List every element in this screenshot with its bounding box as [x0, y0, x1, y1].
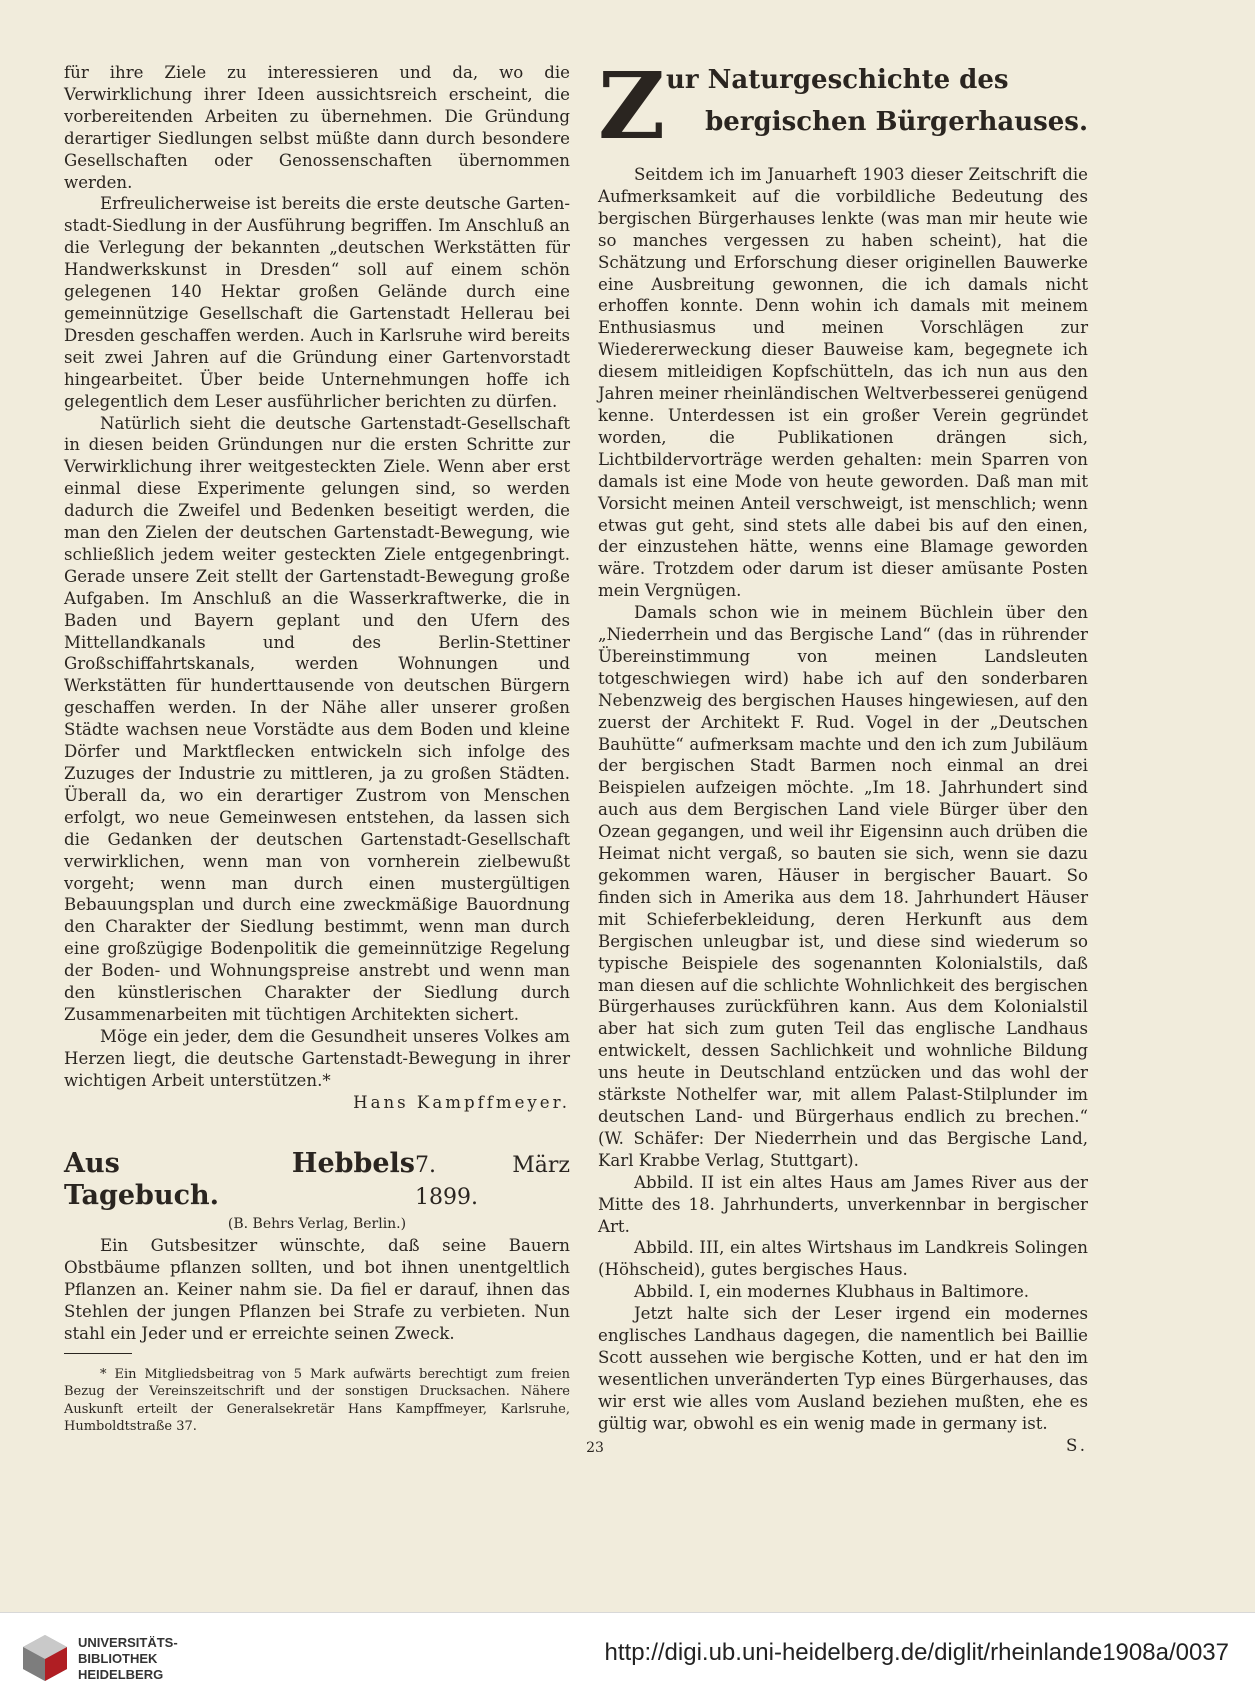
right-paragraph-6: Jetzt halte sich der Leser irgend ein modernes englisches Landhaus dagegen, die namentlich bei Baillie Scott aussehen wie bergische Kotten, und er hat den im wesentlichen unveränderten Typ eines Bürgerhauses, das wir erst wie alles vom Ausland beziehen mußten, ehe es gültig war, obwohl es ein wenig made in germany ist. [598, 1304, 1088, 1433]
page-number: 23 [586, 1440, 604, 1456]
library-name-line-2: BIBLIOTHEK [78, 1651, 158, 1666]
source-url[interactable]: http://digi.ub.uni-heidelberg.de/diglit/rheinlande1908a/0037 [604, 1639, 1229, 1666]
right-paragraph-1: Seitdem ich im Januarheft 1903 dieser Zeitschrift die Aufmerksamkeit auf die vorbildliche Bedeutung des bergischen Bürgerhauses lenkte (was man mir heute wie so manches vergessen zu haben scheint), hat die Schätzung und Erforschung dieser originellen Bauwerke eine Ausbreitung gewonnen, die ich damals nicht erhoffen konnte. Denn wohin ich damals mit meinem Enthusiasmus und meinen Vorschlägen zur Wiedererweckung dieser Bauweise kam, begegnete ich diesem mitleidigen Kopfschütteln, das ich nun aus den Jahren meiner rheinländischen Weltverbesserei genügend kenne. Unterdessen ist ein großer Verein gegründet worden, die Publikationen drängen sich, Lichtbildervorträge werden gehalten: mein Sparren von damals ist eine Mode von heute geworden. Daß man mit Vorsicht meinen Anteil verschweigt, ist menschlich; wenn etwas gut geht, sind stets alle dabei bis auf den einen, der einzustehen hätte, wenns eine Blamage geworden wäre. Trotzdem oder darum ist dieser amüsante Posten mein Vergnügen. [598, 165, 1088, 601]
left-column [64, 62, 570, 1436]
left-paragraph-4: Möge ein jeder, dem die Gesundheit unseres Volkes am Herzen liegt, die deutsche Gartenstadt-Bewegung in ihrer wichtigen Arbeit unterstützen.* [64, 1026, 570, 1090]
right-paragraph-3: Abbild. II ist ein altes Haus am James River aus der Mitte des 18. Jahrhunderts, unverkennbar in bergischer Art. [598, 1172, 1088, 1236]
footnote: * Ein Mitgliedsbeitrag von 5 Mark aufwärts berechtigt zum freien Bezug der Vereinszeitschrift und der sonstigen Drucksachen. Nähere Auskunft erteilt der Generalsekretär Hans Kampffmeyer, Karlsruhe, Humboldtstraße 37. [64, 1366, 570, 1435]
article-title-line-1: ur Naturgeschichte des [666, 65, 1009, 95]
hebbel-heading [64, 1148, 570, 1214]
right-column [598, 52, 1088, 1456]
university-logo-icon [20, 1633, 70, 1683]
right-paragraph-5: Abbild. I, ein modernes Klubhaus in Baltimore. [634, 1282, 1030, 1302]
right-signature: S. [1065, 1435, 1088, 1455]
hebbel-date: 7. März 1899. [415, 1152, 570, 1210]
article-title-line-2: bergischen Bürgerhauses. [705, 107, 1088, 137]
left-paragraph-3: Natürlich sieht die deutsche Gartenstadt-Gesellschaft in diesen beiden Gründungen nur die ersten Schritte zur Verwirklichung ihrer weitgesteckten Ziele. Wenn aber erst einmal diese Experimente gelungen sind, so werden dadurch die Zweifel und Bedenken beseitigt werden, die man den Zielen der deutschen Gartenstadt-Bewegung, wie schließlich jedem weiter gesteckten Ziele entgegenbringt. Gerade unsere Zeit stellt der Gartenstadt-Bewegung große Aufgaben. Im Anschluß an die Wasserkraftwerke, die in Baden und Bayern geplant und den Ufern des Mittellandkanals und des Berlin-Stettiner Großschiffahrtskanals, werden Wohnungen und Werkstätten für hunderttausende von deutschen Bürgern geschaffen werden. In der Nähe aller unserer großen Städte wachsen neue Vorstädte aus dem Boden und kleine Dörfer und Marktflecken entwickeln sich infolge des Zuzuges der Industrie zu mittleren, ja zu großen Städten. Überall da, wo ein derartiger Zustrom von Menschen erfolgt, wo neue Gemeinwesen entstehen, da lassen sich die Gedanken der deutschen Gartenstadt-Gesellschaft verwirklichen, wenn man von vornherein zielbewußt vorgeht; wenn man durch einen mustergültigen Bebauungsplan und durch eine zweckmäßige Bauordnung den Charakter der Siedlung bestimmt, wenn man durch eine großzügige Bodenpolitik die gemeinnützige Regelung der Boden- und Wohnungspreise anstrebt und wenn man den künstlerischen Charakter der Siedlung durch Zusammenarbeiten mit tüchtigen Architekten sichert. [64, 413, 570, 1024]
right-paragraph-2: Damals schon wie in meinem Büchlein über den „Niederrhein und das Bergische Land“ (das in rührender Übereinstimmung von meinen Landsleuten totgeschwiegen wird) habe ich auf den sonderbaren Nebenzweig des bergischen Hauses hingewiesen, auf den zuerst der Architekt F. Rud. Vogel in der „Deutschen Bauhütte“ aufmerksam machte und den ich zum Jubiläum der bergischen Stadt Barmen noch einmal an drei Beispielen aufzeigen möchte. „Im 18. Jahrhundert sind auch aus dem Bergischen Land viele Bürger über den Ozean gegangen, und weil ihr Eigensinn auch drüben die Heimat nicht vergaß, so bauten sie sich, wenn sie dazu gekommen waren, Häuser in bergischer Bauart. So finden sich in Amerika aus dem 18. Jahrhundert Häuser mit Schieferbekleidung, deren Herkunft aus dem Bergischen unleugbar ist, und diese sind wiederum so typische Beispiele des sogenannten Kolonialstils, daß man diesen auf die schlichte Wohnlichkeit des bergischen Bürgerhauses zurückführen kann. Aus dem Kolonialstil aber hat sich zum guten Teil das englische Landhaus entwickelt, dessen Sachlichkeit und wohnliche Bildung uns heute in Deutschland entzücken und das wohl der stärkste Nothelfer war, mit allem Palast-Stilplunder im deutschen Land- und Bürgerhaus endlich zu brechen.“ (W. Schäfer: Der Niederrhein und das Bergische Land, Karl Krabbe Verlag, Stuttgart). [598, 603, 1088, 1170]
library-name [78, 1635, 178, 1683]
right-paragraph-4: Abbild. III, ein altes Wirtshaus im Landkreis Solingen (Höhscheid), gutes bergisches Haus. [598, 1238, 1088, 1280]
library-name-line-3: HEIDELBERG [78, 1667, 164, 1682]
article-heading [598, 52, 1088, 160]
hebbel-text: Ein Gutsbesitzer wünschte, daß seine Bauern Obstbäume pflanzen sollten, und bot ihnen unentgeltlich Pflanzen an. Keiner nahm sie. Da fiel er darauf, ihnen das Stehlen der jungen Pflanzen bei Strafe zu verbieten. Nun stahl ein Jeder und er erreichte seinen Zweck. [64, 1236, 570, 1344]
left-paragraph-1: für ihre Ziele zu interessieren und da, wo die Verwirklichung ihrer Ideen aussichtsreich erscheint, die vorbereitenden Arbeiten zu übernehmen. Die Gründung derartiger Siedlungen selbst müßte dann durch besondere Gesellschaften oder Genossenschaften übernommen werden. [64, 63, 570, 192]
hebbel-title: Aus Hebbels Tagebuch. [64, 1147, 416, 1211]
left-signature: Hans Kampffmeyer. [353, 1092, 570, 1112]
library-name-line-1: UNIVERSITÄTS- [78, 1635, 178, 1650]
drop-cap: Z [598, 52, 666, 160]
divider-rule [64, 1353, 132, 1354]
footer-bar [0, 1612, 1255, 1705]
hebbel-publisher: (B. Behrs Verlag, Berlin.) [227, 1215, 407, 1232]
left-paragraph-2: Erfreulicherweise ist bereits die erste deutsche Garten-stadt-Siedlung in der Ausführung begriffen. Im Anschluß an die Verlegung der bekannten „deutschen Werkstätten für Handwerkskunst in Dresden“ soll auf einem schön gelegenen 140 Hektar großen Gelände durch eine gemeinnützige Gesellschaft die Gartenstadt Hellerau bei Dresden geschaffen werden. Auch in Karlsruhe wird bereits seit zwei Jahren auf die Gründung einer Gartenvorstadt hingearbeitet. Über beide Unternehmungen hoffe ich gelegentlich dem Leser ausführlicher berichten zu dürfen. [64, 194, 570, 411]
